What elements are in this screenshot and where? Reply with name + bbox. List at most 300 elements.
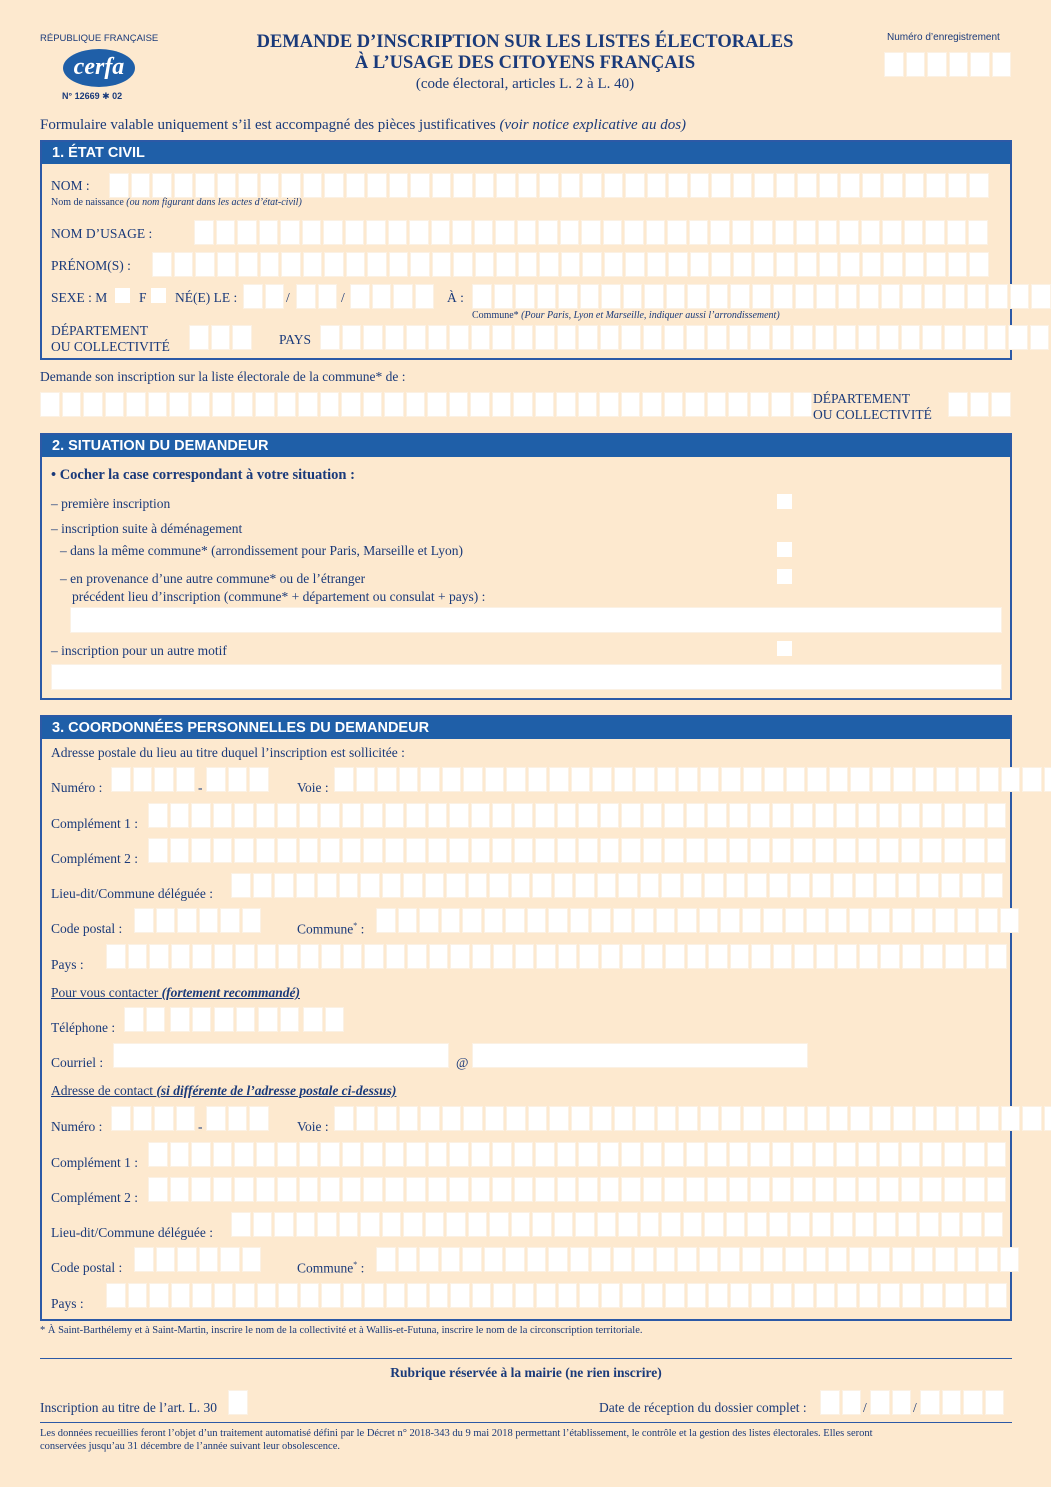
char-cell[interactable] (471, 838, 491, 863)
char-cell[interactable] (582, 173, 602, 198)
char-cell[interactable] (704, 873, 724, 898)
char-cell[interactable] (356, 767, 376, 792)
char-cell[interactable] (489, 1212, 509, 1237)
char-cell[interactable] (462, 908, 482, 933)
char-cell[interactable] (446, 873, 466, 898)
char-cell[interactable] (872, 1106, 892, 1131)
char-cell[interactable] (710, 220, 730, 245)
char-cell[interactable] (793, 803, 813, 828)
char-cell[interactable] (754, 252, 774, 277)
char-cell[interactable] (776, 252, 796, 277)
reception-year-boxes[interactable] (920, 1390, 1004, 1415)
char-cell[interactable] (859, 284, 879, 309)
char-cell[interactable] (707, 1177, 727, 1202)
char-cell[interactable] (729, 325, 749, 350)
char-cell[interactable] (902, 1283, 922, 1308)
char-cell[interactable] (453, 173, 473, 198)
char-cell[interactable] (923, 944, 943, 969)
char-cell[interactable] (642, 392, 662, 417)
char-cell[interactable] (342, 1142, 362, 1167)
char-cell[interactable] (514, 803, 534, 828)
char-cell[interactable] (944, 838, 964, 863)
char-cell[interactable] (858, 325, 878, 350)
char-cell[interactable] (667, 220, 687, 245)
char-cell[interactable] (105, 392, 125, 417)
char-cell[interactable] (1001, 1106, 1021, 1131)
char-cell[interactable] (935, 1247, 955, 1272)
char-cell[interactable] (278, 1283, 298, 1308)
char-cell[interactable] (751, 1283, 771, 1308)
char-cell[interactable] (536, 944, 556, 969)
char-cell[interactable] (944, 325, 964, 350)
char-cell[interactable] (484, 1247, 504, 1272)
char-cell[interactable] (812, 1212, 832, 1237)
char-cell[interactable] (449, 1142, 469, 1167)
sexe-m-checkbox[interactable] (115, 288, 130, 303)
char-cell[interactable] (128, 1283, 148, 1308)
char-cell[interactable] (339, 873, 359, 898)
char-cell[interactable] (149, 944, 169, 969)
char-cell[interactable] (449, 325, 469, 350)
l30-box[interactable] (228, 1390, 248, 1415)
char-cell[interactable] (687, 944, 707, 969)
char-cell[interactable] (265, 284, 285, 309)
char-cell[interactable] (493, 944, 513, 969)
char-cell[interactable] (816, 1283, 836, 1308)
char-cell[interactable] (360, 1212, 380, 1237)
char-cell[interactable] (643, 1177, 663, 1202)
char-cell[interactable] (463, 1106, 483, 1131)
char-cell[interactable] (876, 873, 896, 898)
char-cell[interactable] (647, 173, 667, 198)
char-cell[interactable] (406, 392, 426, 417)
char-cell[interactable] (471, 1142, 491, 1167)
char-cell[interactable] (468, 1212, 488, 1237)
char-cell[interactable] (926, 252, 946, 277)
char-cell[interactable] (258, 1007, 278, 1032)
char-cell[interactable] (514, 838, 534, 863)
char-cell[interactable] (634, 908, 654, 933)
char-cell[interactable] (656, 908, 676, 933)
char-cell[interactable] (238, 252, 258, 277)
char-cell[interactable] (176, 1106, 196, 1131)
char-cell[interactable] (342, 325, 362, 350)
char-cell[interactable] (492, 325, 512, 350)
char-cell[interactable] (415, 284, 435, 309)
char-cell[interactable] (506, 767, 526, 792)
char-cell[interactable] (302, 220, 322, 245)
char-cell[interactable] (384, 392, 404, 417)
char-cell[interactable] (535, 803, 555, 828)
char-cell[interactable] (449, 803, 469, 828)
char-cell[interactable] (859, 944, 879, 969)
char-cell[interactable] (471, 1177, 491, 1202)
char-cell[interactable] (154, 1106, 174, 1131)
char-cell[interactable] (750, 803, 770, 828)
char-cell[interactable] (942, 1390, 962, 1415)
char-cell[interactable] (133, 767, 153, 792)
complement1-boxes[interactable] (148, 803, 1006, 828)
char-cell[interactable] (518, 173, 538, 198)
char-cell[interactable] (836, 325, 856, 350)
char-cell[interactable] (280, 1007, 300, 1032)
char-cell[interactable] (862, 252, 882, 277)
char-cell[interactable] (214, 944, 234, 969)
char-cell[interactable] (452, 220, 472, 245)
char-cell[interactable] (850, 1106, 870, 1131)
char-cell[interactable] (492, 1177, 512, 1202)
char-cell[interactable] (277, 1142, 297, 1167)
char-cell[interactable] (1022, 767, 1042, 792)
char-cell[interactable] (707, 1142, 727, 1167)
char-cell[interactable] (944, 1177, 964, 1202)
char-cell[interactable] (707, 325, 727, 350)
char-cell[interactable] (829, 1106, 849, 1131)
char-cell[interactable] (985, 1390, 1005, 1415)
code-postal-boxes[interactable] (134, 908, 261, 933)
char-cell[interactable] (635, 767, 655, 792)
char-cell[interactable] (600, 325, 620, 350)
char-cell[interactable] (558, 944, 578, 969)
char-cell[interactable] (635, 1106, 655, 1131)
char-cell[interactable] (922, 803, 942, 828)
char-cell[interactable] (492, 803, 512, 828)
char-cell[interactable] (604, 252, 624, 277)
char-cell[interactable] (575, 873, 595, 898)
char-cell[interactable] (431, 220, 451, 245)
char-cell[interactable] (603, 220, 623, 245)
char-cell[interactable] (833, 1212, 853, 1237)
char-cell[interactable] (657, 767, 677, 792)
char-cell[interactable] (420, 1106, 440, 1131)
char-cell[interactable] (1031, 284, 1051, 309)
inscription-commune-boxes[interactable] (40, 392, 812, 417)
char-cell[interactable] (904, 220, 924, 245)
char-cell[interactable] (532, 873, 552, 898)
char-cell[interactable] (613, 1247, 633, 1272)
char-cell[interactable] (511, 1212, 531, 1237)
char-cell[interactable] (339, 1212, 359, 1237)
char-cell[interactable] (170, 1007, 190, 1032)
char-cell[interactable] (449, 392, 469, 417)
char-cell[interactable] (949, 52, 969, 77)
char-cell[interactable] (687, 1283, 707, 1308)
char-cell[interactable] (790, 1212, 810, 1237)
char-cell[interactable] (231, 1212, 251, 1237)
char-cell[interactable] (1001, 767, 1021, 792)
char-cell[interactable] (600, 838, 620, 863)
numero-ext-boxes[interactable] (206, 767, 269, 792)
birth-day-boxes[interactable] (243, 284, 284, 309)
char-cell[interactable] (389, 252, 409, 277)
char-cell[interactable] (299, 1177, 319, 1202)
char-cell[interactable] (234, 1177, 254, 1202)
char-cell[interactable] (1010, 284, 1030, 309)
char-cell[interactable] (578, 838, 598, 863)
char-cell[interactable] (640, 1212, 660, 1237)
char-cell[interactable] (398, 908, 418, 933)
contact-complement1-boxes[interactable] (148, 1142, 1006, 1167)
char-cell[interactable] (794, 1283, 814, 1308)
char-cell[interactable] (793, 1177, 813, 1202)
char-cell[interactable] (945, 944, 965, 969)
char-cell[interactable] (281, 252, 301, 277)
char-cell[interactable] (901, 1142, 921, 1167)
char-cell[interactable] (622, 944, 642, 969)
char-cell[interactable] (721, 1106, 741, 1131)
char-cell[interactable] (915, 767, 935, 792)
char-cell[interactable] (514, 325, 534, 350)
char-cell[interactable] (429, 944, 449, 969)
char-cell[interactable] (538, 220, 558, 245)
char-cell[interactable] (838, 284, 858, 309)
char-cell[interactable] (879, 325, 899, 350)
char-cell[interactable] (474, 220, 494, 245)
char-cell[interactable] (156, 908, 176, 933)
telephone-boxes-1[interactable] (124, 1007, 165, 1032)
char-cell[interactable] (527, 908, 547, 933)
char-cell[interactable] (385, 803, 405, 828)
char-cell[interactable] (199, 908, 219, 933)
char-cell[interactable] (462, 1247, 482, 1272)
char-cell[interactable] (406, 1142, 426, 1167)
char-cell[interactable] (399, 767, 419, 792)
char-cell[interactable] (518, 252, 538, 277)
char-cell[interactable] (213, 838, 233, 863)
char-cell[interactable] (191, 1177, 211, 1202)
char-cell[interactable] (898, 1212, 918, 1237)
char-cell[interactable] (747, 873, 767, 898)
char-cell[interactable] (644, 944, 664, 969)
char-cell[interactable] (729, 1177, 749, 1202)
char-cell[interactable] (578, 803, 598, 828)
char-cell[interactable] (622, 1283, 642, 1308)
char-cell[interactable] (133, 1106, 153, 1131)
char-cell[interactable] (228, 1106, 248, 1131)
char-cell[interactable] (621, 1177, 641, 1202)
char-cell[interactable] (624, 220, 644, 245)
char-cell[interactable] (730, 1283, 750, 1308)
char-cell[interactable] (984, 873, 1004, 898)
char-cell[interactable] (256, 838, 276, 863)
char-cell[interactable] (213, 1142, 233, 1167)
char-cell[interactable] (729, 838, 749, 863)
char-cell[interactable] (192, 944, 212, 969)
char-cell[interactable] (410, 173, 430, 198)
char-cell[interactable] (237, 220, 257, 245)
char-cell[interactable] (131, 173, 151, 198)
char-cell[interactable] (320, 803, 340, 828)
char-cell[interactable] (177, 908, 197, 933)
char-cell[interactable] (557, 838, 577, 863)
char-cell[interactable] (661, 1212, 681, 1237)
char-cell[interactable] (343, 944, 363, 969)
char-cell[interactable] (882, 220, 902, 245)
char-cell[interactable] (742, 1247, 762, 1272)
char-cell[interactable] (991, 392, 1011, 417)
char-cell[interactable] (935, 908, 955, 933)
char-cell[interactable] (892, 1247, 912, 1272)
char-cell[interactable] (152, 252, 172, 277)
char-cell[interactable] (984, 1212, 1004, 1237)
telephone-boxes-2[interactable] (170, 1007, 211, 1032)
char-cell[interactable] (597, 1212, 617, 1237)
char-cell[interactable] (881, 284, 901, 309)
char-cell[interactable] (665, 1283, 685, 1308)
char-cell[interactable] (704, 1212, 724, 1237)
previous-place-field[interactable] (70, 607, 1002, 633)
char-cell[interactable] (753, 220, 773, 245)
char-cell[interactable] (191, 803, 211, 828)
char-cell[interactable] (128, 944, 148, 969)
char-cell[interactable] (621, 803, 641, 828)
char-cell[interactable] (517, 220, 537, 245)
char-cell[interactable] (840, 252, 860, 277)
char-cell[interactable] (988, 284, 1008, 309)
char-cell[interactable] (613, 908, 633, 933)
char-cell[interactable] (148, 1177, 168, 1202)
char-cell[interactable] (228, 767, 248, 792)
char-cell[interactable] (902, 284, 922, 309)
char-cell[interactable] (124, 1007, 144, 1032)
char-cell[interactable] (191, 392, 211, 417)
char-cell[interactable] (644, 1283, 664, 1308)
char-cell[interactable] (623, 284, 643, 309)
char-cell[interactable] (721, 767, 741, 792)
char-cell[interactable] (170, 803, 190, 828)
char-cell[interactable] (708, 944, 728, 969)
char-cell[interactable] (511, 873, 531, 898)
contact-code-postal-boxes[interactable] (134, 1247, 261, 1272)
char-cell[interactable] (360, 873, 380, 898)
char-cell[interactable] (927, 52, 947, 77)
char-cell[interactable] (257, 1283, 277, 1308)
char-cell[interactable] (686, 325, 706, 350)
char-cell[interactable] (849, 908, 869, 933)
char-cell[interactable] (342, 838, 362, 863)
char-cell[interactable] (750, 838, 770, 863)
char-cell[interactable] (367, 173, 387, 198)
char-cell[interactable] (815, 838, 835, 863)
char-cell[interactable] (557, 1177, 577, 1202)
char-cell[interactable] (948, 392, 968, 417)
char-cell[interactable] (62, 392, 82, 417)
char-cell[interactable] (496, 252, 516, 277)
char-cell[interactable] (277, 803, 297, 828)
char-cell[interactable] (570, 1247, 590, 1272)
char-cell[interactable] (747, 1212, 767, 1237)
char-cell[interactable] (274, 873, 294, 898)
char-cell[interactable] (363, 1177, 383, 1202)
char-cell[interactable] (978, 1247, 998, 1272)
char-cell[interactable] (880, 944, 900, 969)
char-cell[interactable] (600, 803, 620, 828)
char-cell[interactable] (427, 392, 447, 417)
char-cell[interactable] (537, 284, 557, 309)
char-cell[interactable] (1030, 325, 1050, 350)
char-cell[interactable] (234, 392, 254, 417)
char-cell[interactable] (764, 1106, 784, 1131)
char-cell[interactable] (213, 803, 233, 828)
char-cell[interactable] (217, 252, 237, 277)
char-cell[interactable] (549, 1106, 569, 1131)
char-cell[interactable] (893, 767, 913, 792)
char-cell[interactable] (407, 944, 427, 969)
char-cell[interactable] (548, 1247, 568, 1272)
char-cell[interactable] (299, 1142, 319, 1167)
char-cell[interactable] (699, 908, 719, 933)
char-cell[interactable] (557, 1142, 577, 1167)
char-cell[interactable] (242, 1247, 262, 1272)
char-cell[interactable] (342, 803, 362, 828)
char-cell[interactable] (300, 1283, 320, 1308)
char-cell[interactable] (385, 838, 405, 863)
char-cell[interactable] (492, 392, 512, 417)
char-cell[interactable] (372, 284, 392, 309)
char-cell[interactable] (341, 392, 361, 417)
char-cell[interactable] (965, 325, 985, 350)
courriel-user-field[interactable] (113, 1043, 449, 1068)
char-cell[interactable] (926, 173, 946, 198)
char-cell[interactable] (709, 284, 729, 309)
lieu-dit-boxes[interactable] (231, 873, 1003, 898)
char-cell[interactable] (485, 1106, 505, 1131)
char-cell[interactable] (726, 873, 746, 898)
char-cell[interactable] (750, 325, 770, 350)
char-cell[interactable] (106, 944, 126, 969)
char-cell[interactable] (643, 838, 663, 863)
char-cell[interactable] (769, 873, 789, 898)
char-cell[interactable] (842, 1390, 862, 1415)
char-cell[interactable] (420, 767, 440, 792)
char-cell[interactable] (870, 1390, 890, 1415)
char-cell[interactable] (729, 1142, 749, 1167)
char-cell[interactable] (614, 767, 634, 792)
char-cell[interactable] (367, 252, 387, 277)
char-cell[interactable] (174, 252, 194, 277)
char-cell[interactable] (194, 220, 214, 245)
char-cell[interactable] (249, 767, 269, 792)
char-cell[interactable] (109, 173, 129, 198)
char-cell[interactable] (600, 1177, 620, 1202)
char-cell[interactable] (772, 803, 792, 828)
char-cell[interactable] (386, 944, 406, 969)
char-cell[interactable] (754, 173, 774, 198)
char-cell[interactable] (334, 767, 354, 792)
char-cell[interactable] (686, 838, 706, 863)
char-cell[interactable] (945, 1283, 965, 1308)
char-cell[interactable] (386, 1283, 406, 1308)
char-cell[interactable] (278, 944, 298, 969)
char-cell[interactable] (463, 767, 483, 792)
char-cell[interactable] (321, 1283, 341, 1308)
char-cell[interactable] (406, 838, 426, 863)
char-cell[interactable] (277, 1177, 297, 1202)
char-cell[interactable] (169, 392, 189, 417)
char-cell[interactable] (958, 767, 978, 792)
char-cell[interactable] (861, 220, 881, 245)
char-cell[interactable] (505, 1247, 525, 1272)
birth-departement-boxes[interactable] (189, 325, 252, 350)
opt-autre-commune-checkbox[interactable] (777, 569, 792, 584)
char-cell[interactable] (750, 1142, 770, 1167)
char-cell[interactable] (428, 803, 448, 828)
char-cell[interactable] (536, 1283, 556, 1308)
char-cell[interactable] (965, 1177, 985, 1202)
char-cell[interactable] (920, 1390, 940, 1415)
char-cell[interactable] (496, 173, 516, 198)
char-cell[interactable] (515, 1283, 535, 1308)
